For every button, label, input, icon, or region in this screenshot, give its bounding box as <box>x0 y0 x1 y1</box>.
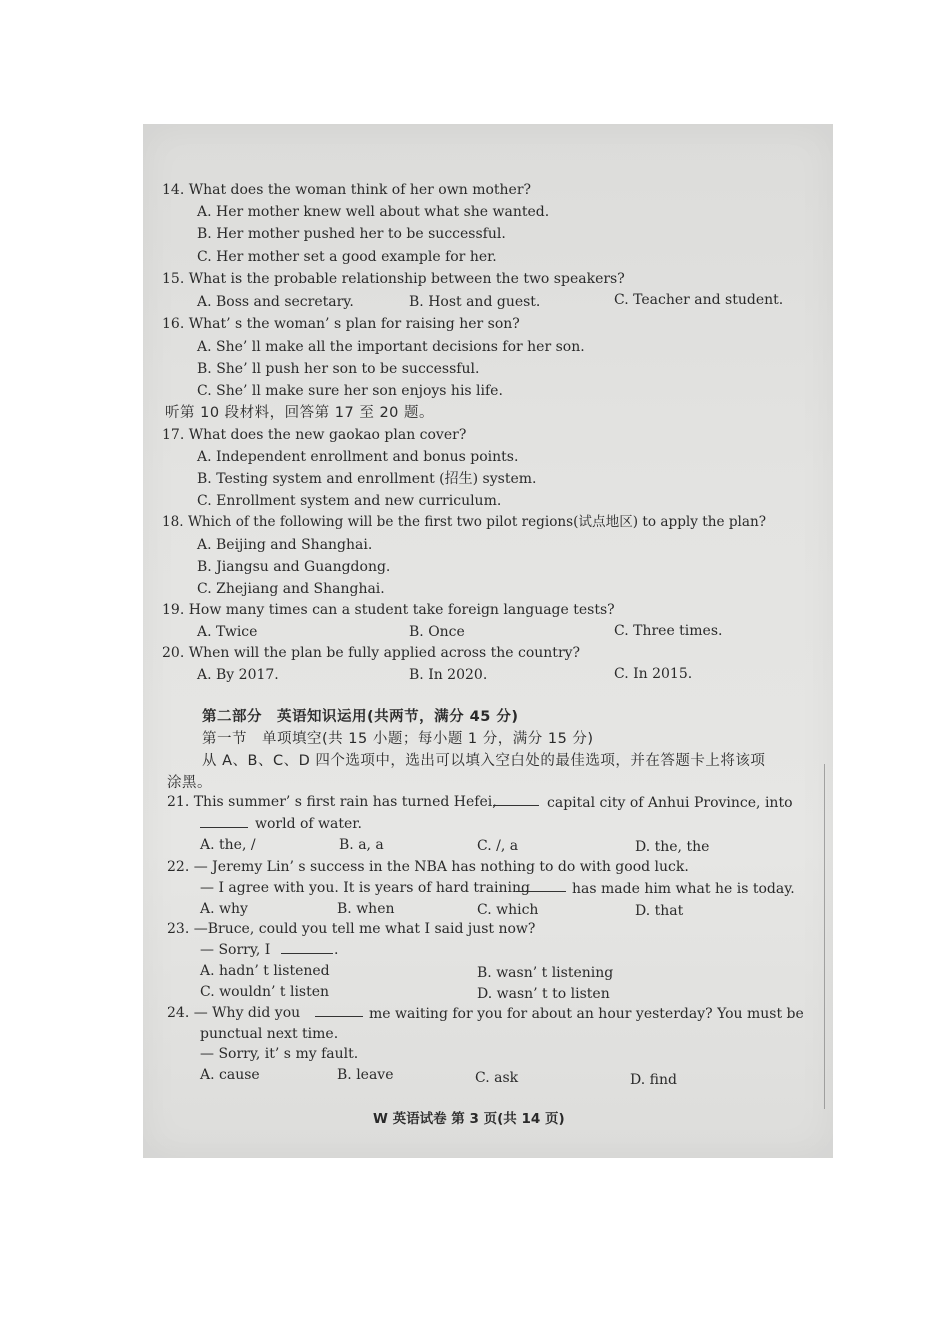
q21-option-c: C. /, a <box>477 838 519 854</box>
q17-option-b: B. Testing system and enrollment (招生) system. <box>197 471 537 487</box>
q21-option-d: D. the, the <box>635 839 710 855</box>
q21-option-a: A. the, / <box>200 837 256 853</box>
q14-option-b: B. Her mother pushed her to be successful. <box>197 226 506 242</box>
q17-option-a: A. Independent enrollment and bonus points. <box>197 449 519 465</box>
q22-option-b: B. when <box>337 901 395 917</box>
q24-stem-line3: — Sorry, it’ s my fault. <box>200 1046 359 1062</box>
q22-option-d: D. that <box>635 903 684 919</box>
q17-stem: 17. What does the new gaokao plan cover? <box>162 427 467 443</box>
q23-stem-period: . <box>334 942 339 958</box>
q23-option-a: A. hadn’ t listened <box>200 963 330 979</box>
q15-option-c: C. Teacher and student. <box>614 292 784 308</box>
q23-option-d: D. wasn’ t to listen <box>477 986 610 1002</box>
q20-option-c: C. In 2015. <box>614 666 693 682</box>
q24-option-d: D. find <box>630 1072 677 1088</box>
q14-option-c: C. Her mother set a good example for her. <box>197 249 497 265</box>
q21-blank-1 <box>493 793 539 811</box>
q24-option-a: A. cause <box>200 1067 260 1083</box>
q14-option-a: A. Her mother knew well about what she wanted. <box>197 204 550 220</box>
q24-blank <box>315 1004 363 1022</box>
q15-option-b: B. Host and guest. <box>409 294 541 310</box>
q19-option-b: B. Once <box>409 624 465 640</box>
q20-option-a: A. By 2017. <box>197 667 279 683</box>
q24-option-b: B. leave <box>337 1067 394 1083</box>
q23-blank <box>281 941 333 959</box>
q14-stem: 14. What does the woman think of her own mother? <box>162 182 532 198</box>
q18-stem: 18. Which of the following will be the first two pilot regions(试点地区) to apply the plan? <box>162 514 767 530</box>
q24-stem-part2: me waiting for you for about an hour yesterday? You must be <box>369 1006 804 1022</box>
q23-stem-line1: 23. —Bruce, could you tell me what I said just now? <box>167 921 536 937</box>
q20-option-b: B. In 2020. <box>409 667 488 683</box>
q16-option-a: A. She’ ll make all the important decisions for her son. <box>197 339 585 355</box>
q17-option-c: C. Enrollment system and new curriculum. <box>197 493 502 509</box>
q23-option-b: B. wasn’ t listening <box>477 965 614 981</box>
q24-stem-part1: 24. — Why did you <box>167 1005 301 1021</box>
exam-page <box>143 124 833 1158</box>
part2-instruction-line1: 从 A、B、C、D 四个选项中，选出可以填入空白处的最佳选项，并在答题卡上将该项 <box>202 753 766 769</box>
q22-option-c: C. which <box>477 902 539 918</box>
q23-option-c: C. wouldn’ t listen <box>200 984 330 1000</box>
q22-blank <box>516 879 566 897</box>
q19-stem: 19. How many times can a student take foreign language tests? <box>162 602 615 618</box>
q21-stem-part1: 21. This summer’ s first rain has turned Hefei, <box>167 794 497 810</box>
q16-stem: 16. What’ s the woman’ s plan for raising her son? <box>162 316 520 332</box>
part2-section1-title: 第一节 单项填空(共 15 小题；每小题 1 分，满分 15 分) <box>202 731 594 747</box>
q22-stem-line1: 22. — Jeremy Lin’ s success in the NBA has nothing to do with good luck. <box>167 859 689 875</box>
q22-stem-part2: has made him what he is today. <box>572 881 795 897</box>
q23-stem-part1: — Sorry, I <box>200 942 271 958</box>
q19-option-a: A. Twice <box>197 624 258 640</box>
q21-stem-part3: world of water. <box>255 816 362 832</box>
q15-option-a: A. Boss and secretary. <box>197 294 354 310</box>
q15-stem: 15. What is the probable relationship between the two speakers? <box>162 271 625 287</box>
q22-stem-part1: — I agree with you. It is years of hard training <box>200 880 530 896</box>
q16-option-c: C. She’ ll make sure her son enjoys his life. <box>197 383 503 399</box>
q19-option-c: C. Three times. <box>614 623 723 639</box>
q21-blank-2 <box>200 815 248 833</box>
q18-option-b: B. Jiangsu and Guangdong. <box>197 559 391 575</box>
part2-title: 第二部分 英语知识运用(共两节，满分 45 分) <box>202 709 519 725</box>
q18-option-a: A. Beijing and Shanghai. <box>197 537 373 553</box>
section-10-instruction: 听第 10 段材料，回答第 17 至 20 题。 <box>165 405 435 421</box>
q22-option-a: A. why <box>200 901 248 917</box>
q16-option-b: B. She’ ll push her son to be successful. <box>197 361 480 377</box>
part2-instruction-line2: 涂黑。 <box>167 775 212 791</box>
q24-stem-line2: punctual next time. <box>200 1026 339 1042</box>
q21-stem-part2: capital city of Anhui Province, into <box>547 795 793 811</box>
q18-option-c: C. Zhejiang and Shanghai. <box>197 581 385 597</box>
page-footer: W 英语试卷 第 3 页(共 14 页) <box>373 1111 565 1127</box>
page-edge-shadow <box>824 764 825 1109</box>
q20-stem: 20. When will the plan be fully applied across the country? <box>162 645 581 661</box>
q21-option-b: B. a, a <box>339 837 384 853</box>
q24-option-c: C. ask <box>475 1070 519 1086</box>
